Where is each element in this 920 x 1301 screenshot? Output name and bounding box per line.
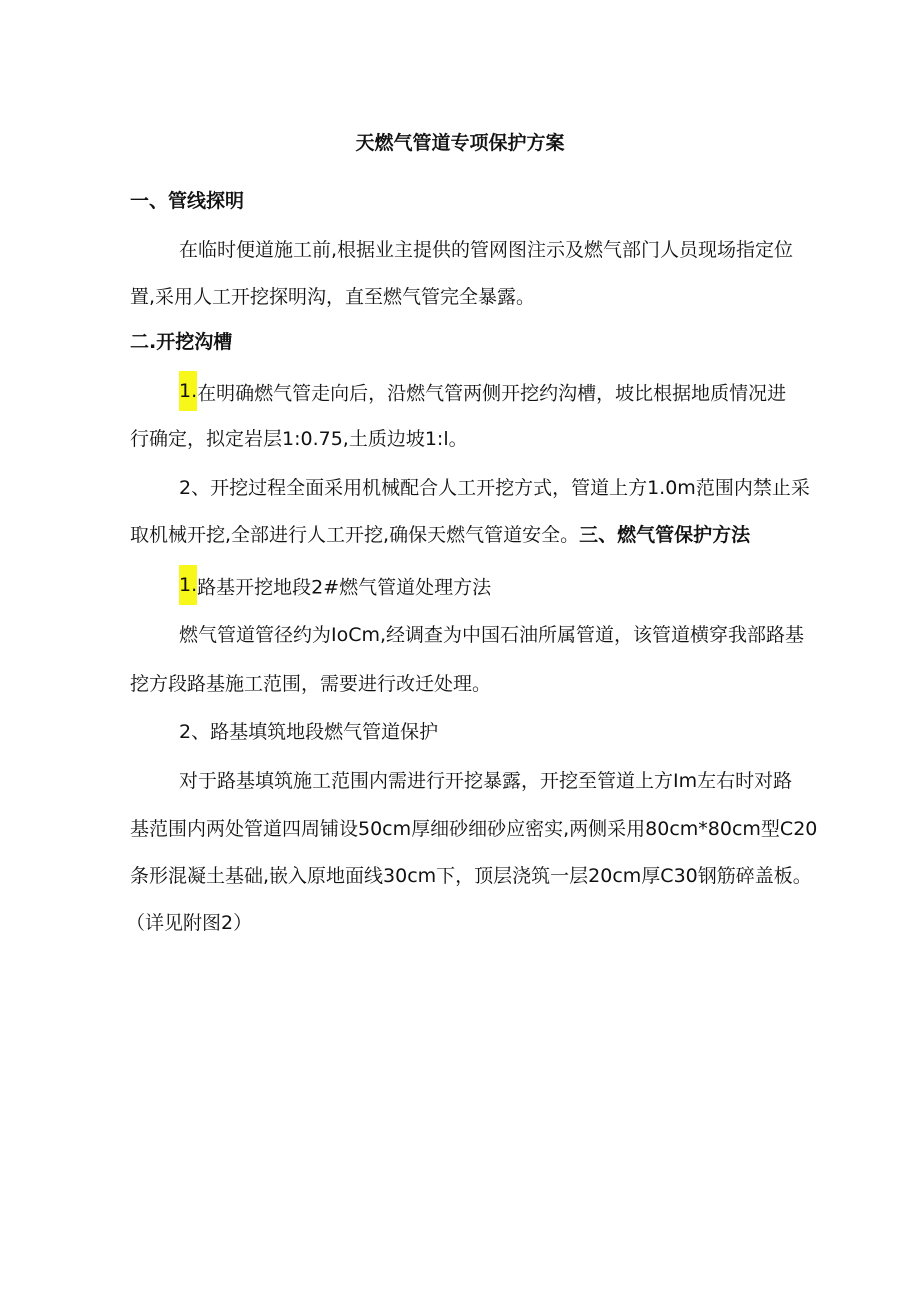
- section-2-heading: 二.开挖沟槽: [130, 331, 233, 353]
- section-3-item-1-title-text: 路基开挖地段2#燃气管道处理方法: [197, 576, 492, 599]
- section-1-paragraph-line-1: 在临时便道施工前,根据业主提供的管网图注示及燃气部门人员现场指定位: [179, 239, 794, 261]
- section-3-item-1-title: [179, 571, 491, 599]
- section-3-item-1-line-1: 燃气管道管径约为IoCm,经调查为中国石油所属管道，该管道横穿我部路基: [179, 624, 805, 646]
- section-1-heading: 一、管线探明: [130, 190, 245, 212]
- section-1-paragraph-line-2: 置,采用人工开挖探明沟，直至燃气管完全暴露。: [130, 286, 536, 308]
- section-3-item-2-line-1: 对于路基填筑施工范围内需进行开挖暴露，开挖至管道上方Im左右时对路: [179, 770, 793, 792]
- section-3-item-1-line-2: 挖方段路基施工范围，需要进行改迁处理。: [130, 673, 492, 695]
- section-3-item-2-title: 2、路基填筑地段燃气管道保护: [179, 721, 439, 743]
- section-3-item-2-line-4: （详见附图2）: [126, 912, 253, 934]
- section-2-item-2-line-1: 2、开挖过程全面采用机械配合人工开挖方式，管道上方1.0m范围内禁止采: [179, 477, 810, 499]
- section-2-item-1-text: 在明确燃气管走向后，沿燃气管两侧开挖约沟槽，坡比根据地质情况进: [197, 382, 787, 405]
- section-2-item-2-text: 取机械开挖,全部进行人工开挖,确保天燃气管道安全。: [130, 524, 580, 546]
- section-2-item-2-line-2: [130, 521, 750, 549]
- section-3-heading: 三、燃气管保护方法: [579, 524, 751, 546]
- section-2-item-1-line-1: [179, 377, 786, 405]
- section-3-item-2-line-2: 基范围内两处管道四周铺设50cm厚细砂细砂应密实,两侧采用80cm*80cm型C20: [130, 818, 818, 840]
- section-3-item-2-line-3: 条形混凝土基础,嵌入原地面线30cm下，顶层浇筑一层20cm厚C30钢筋碎盖板。: [130, 865, 812, 887]
- document-title: 天燃气管道专项保护方案: [355, 132, 565, 154]
- highlighted-item-number: 1.: [179, 565, 197, 605]
- section-2-item-1-line-2: 行确定，拟定岩层1:0.75,土质边坡1:l。: [130, 428, 468, 450]
- highlighted-item-number: 1.: [179, 371, 197, 411]
